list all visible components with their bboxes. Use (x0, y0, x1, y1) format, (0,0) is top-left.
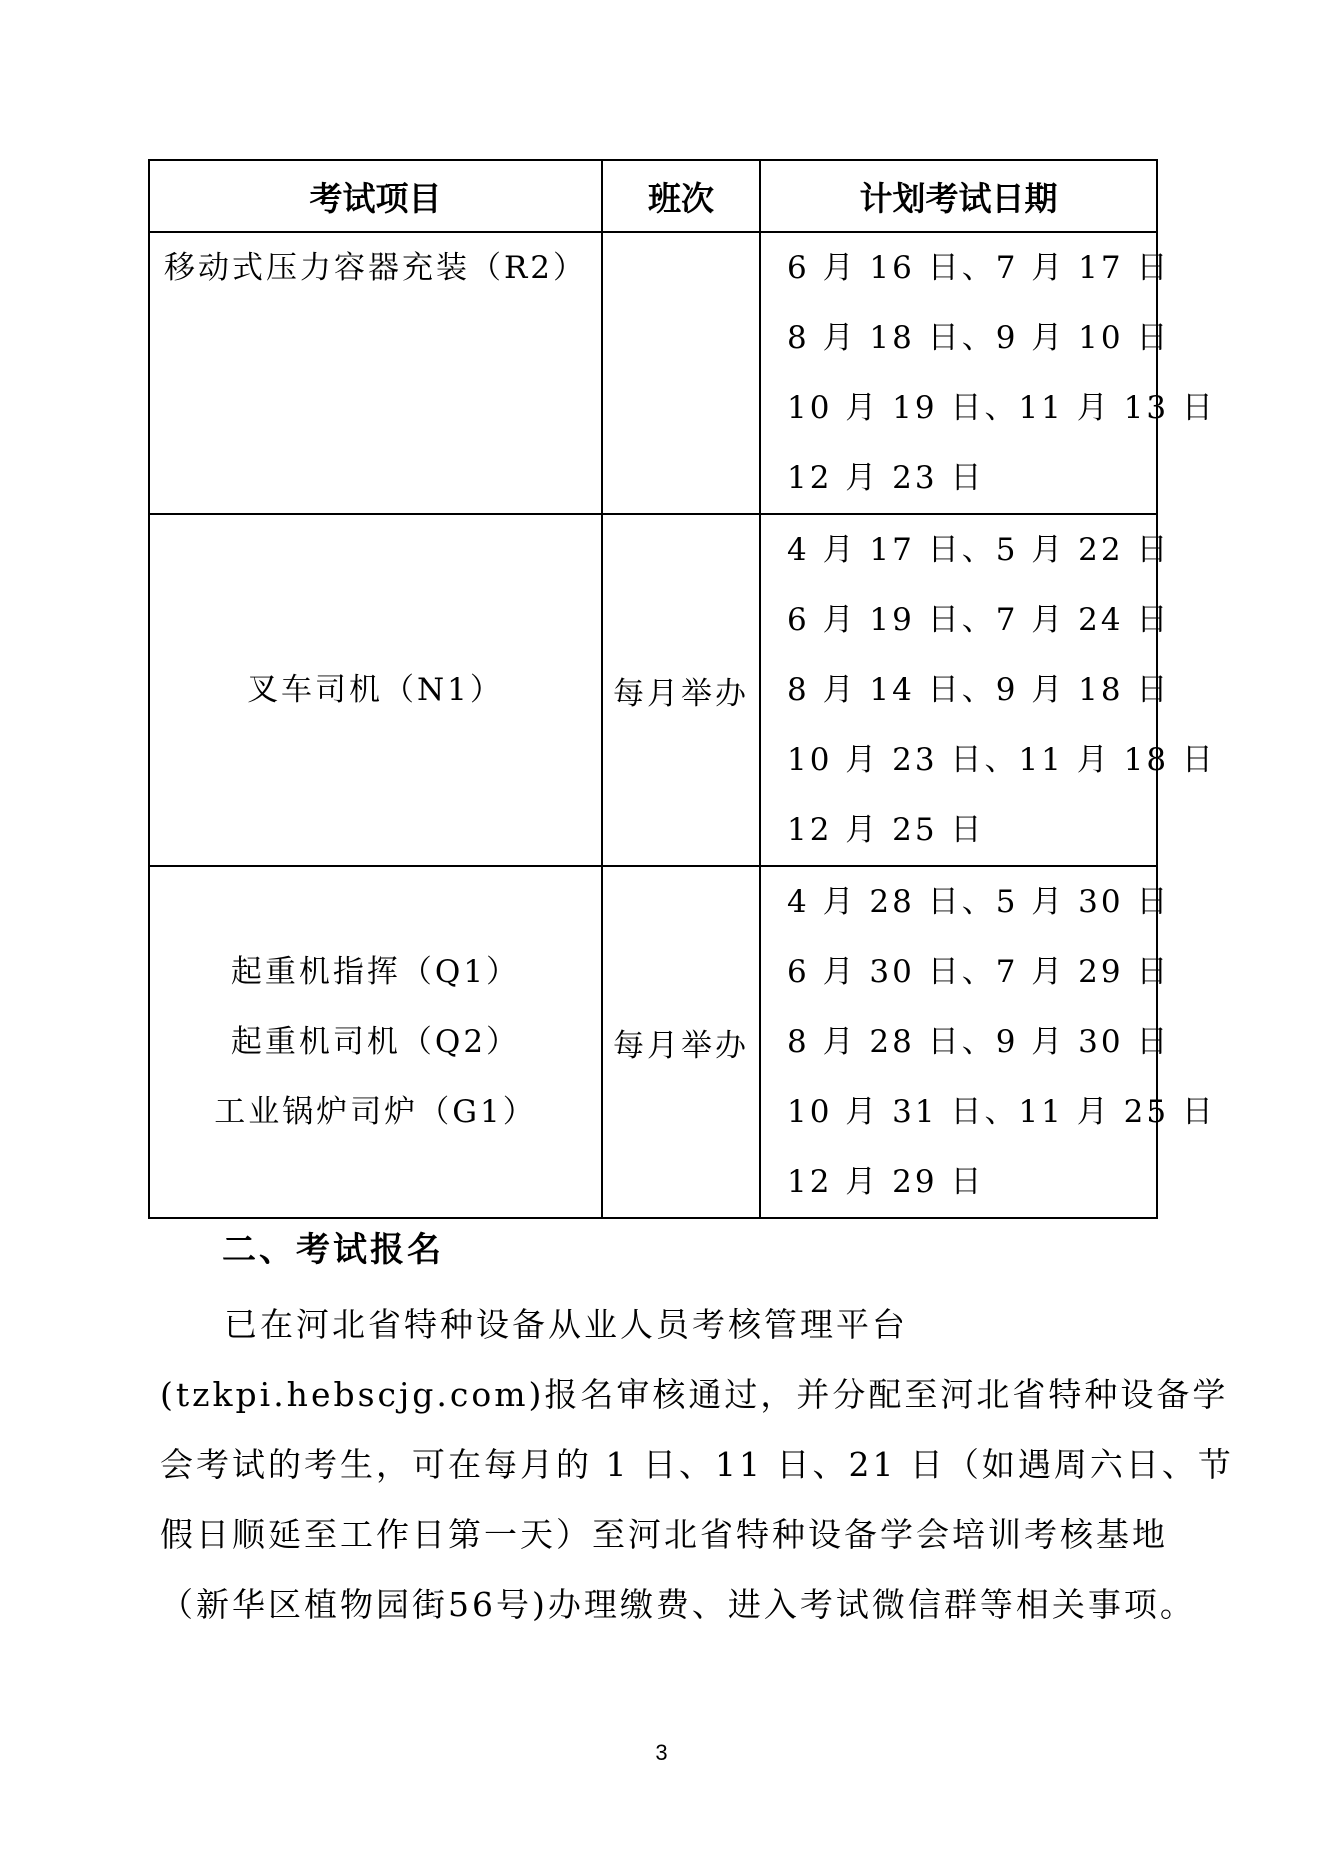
date-line: 6 月 19 日、7 月 24 日 (787, 602, 1171, 638)
date-line: 10 月 31 日、11 月 25 日 (787, 1094, 1216, 1130)
exam-item: 起重机指挥（Q1） (230, 954, 521, 990)
class-cell: 每月举办 (602, 514, 760, 866)
paragraph-line: 假日顺延至工作日第一天）至河北省特种设备学会培训考核基地 (160, 1515, 1168, 1554)
header-planned-date: 计划考试日期 (760, 160, 1157, 232)
class-cell: 每月举办 (602, 866, 760, 1218)
registration-paragraph (160, 1290, 1234, 1640)
date-line: 6 月 16 日、7 月 17 日 (787, 250, 1171, 286)
header-exam-item: 考试项目 (149, 160, 602, 232)
date-line: 8 月 18 日、9 月 10 日 (787, 320, 1171, 356)
table-row (149, 866, 1157, 1218)
exam-item: 工业锅炉司炉（G1） (214, 1094, 537, 1130)
page-number: 3 (655, 1740, 668, 1765)
exam-item: 起重机司机（Q2） (230, 1024, 521, 1060)
date-cell (760, 232, 1216, 514)
date-line: 12 月 25 日 (787, 812, 985, 848)
table-header-row (149, 160, 1157, 232)
date-line: 8 月 14 日、9 月 18 日 (787, 672, 1171, 708)
paragraph-line: 会考试的考生，可在每月的 1 日、11 日、21 日（如遇周六日、节 (160, 1445, 1234, 1484)
date-line: 12 月 23 日 (787, 460, 985, 496)
date-line: 6 月 30 日、7 月 29 日 (787, 954, 1171, 990)
section-heading: 二、考试报名 (222, 1230, 444, 1270)
date-cell (760, 866, 1216, 1218)
header-class: 班次 (602, 160, 760, 232)
exam-item-cell (149, 232, 602, 514)
exam-item-cell (149, 514, 602, 866)
exam-item-cell (149, 866, 602, 1218)
exam-item: 叉车司机（N1） (247, 672, 504, 708)
exam-item: 移动式压力容器充装（R2） (163, 250, 588, 286)
paragraph-line: （新华区植物园街56号)办理缴费、进入考试微信群等相关事项。 (160, 1585, 1196, 1624)
date-line: 4 月 28 日、5 月 30 日 (787, 884, 1171, 920)
paragraph-line: 已在河北省特种设备从业人员考核管理平台 (224, 1305, 908, 1344)
date-line: 8 月 28 日、9 月 30 日 (787, 1024, 1171, 1060)
exam-schedule-table (148, 159, 1216, 1219)
date-line: 12 月 29 日 (787, 1164, 985, 1200)
date-cell (760, 514, 1216, 866)
table-row (149, 514, 1157, 866)
paragraph-line: (tzkpi.hebscjg.com)报名审核通过，并分配至河北省特种设备学 (160, 1375, 1229, 1414)
date-line: 10 月 23 日、11 月 18 日 (787, 742, 1216, 778)
class-cell (602, 232, 760, 514)
date-line: 10 月 19 日、11 月 13 日 (787, 390, 1216, 426)
date-line: 4 月 17 日、5 月 22 日 (787, 532, 1171, 568)
table-row (149, 232, 1157, 514)
